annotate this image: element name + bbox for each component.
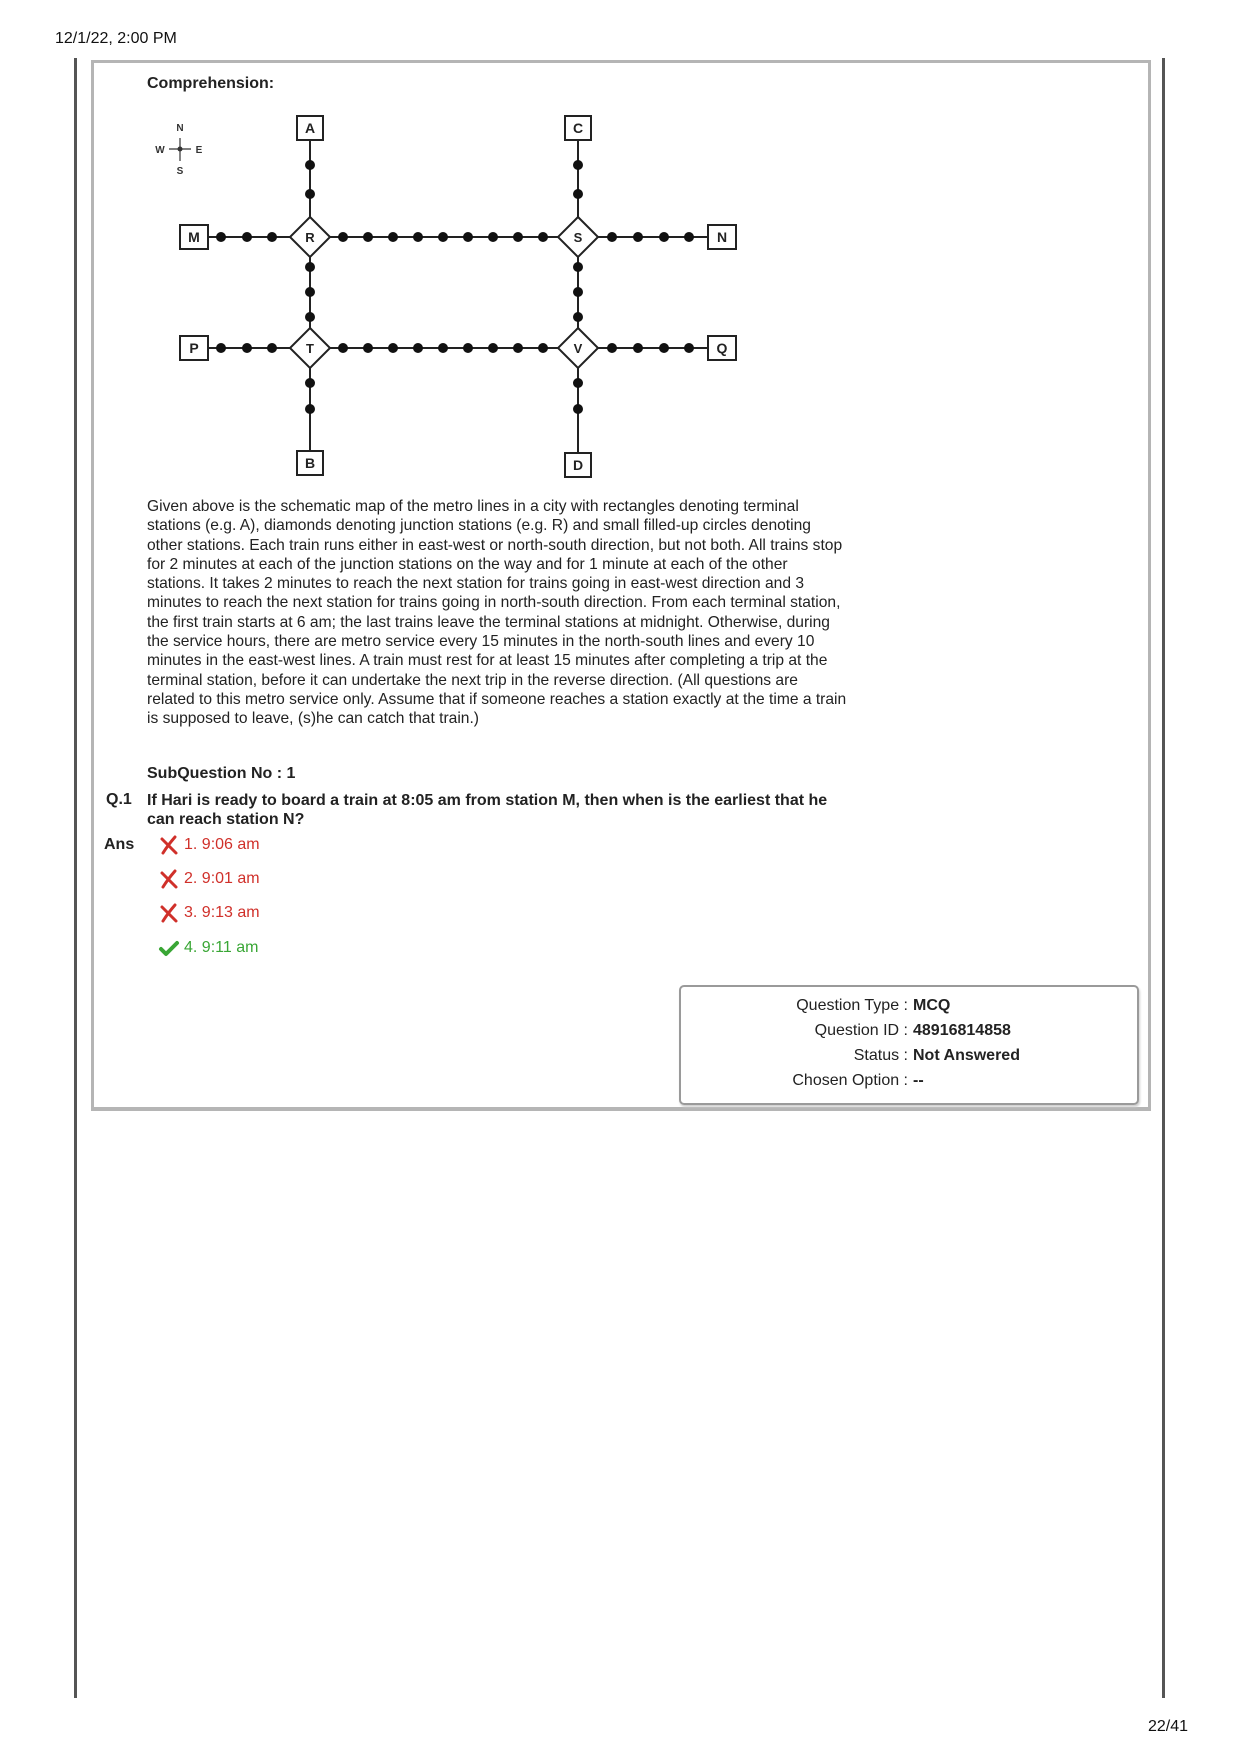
station-dot — [633, 232, 643, 242]
label-r: R — [305, 230, 315, 245]
option-text: 1. 9:06 am — [184, 836, 260, 853]
subquestion-heading: SubQuestion No : 1 — [147, 765, 296, 782]
label-c: C — [572, 120, 584, 136]
question-info-box — [679, 985, 1139, 1105]
left-margin-line — [74, 58, 77, 1698]
info-label: Question ID : — [814, 1022, 908, 1039]
option-1 — [158, 834, 260, 856]
station-dot — [305, 378, 315, 388]
station-dot — [538, 343, 548, 353]
station-dot — [216, 232, 226, 242]
compass-s-label: S — [176, 166, 184, 177]
label-b: B — [304, 455, 316, 471]
station-dot — [438, 232, 448, 242]
station-dot — [242, 232, 252, 242]
station-dot — [363, 343, 373, 353]
print-datetime: 12/1/22, 2:00 PM — [55, 30, 177, 47]
station-dot — [463, 343, 473, 353]
cross-icon — [158, 902, 180, 924]
right-margin-line — [1162, 58, 1165, 1698]
station-dot — [573, 287, 583, 297]
station-dot — [633, 343, 643, 353]
station-dot — [388, 232, 398, 242]
info-label: Question Type : — [796, 997, 908, 1014]
checkmark-icon — [158, 937, 180, 959]
compass-icon — [155, 123, 202, 177]
station-dot — [513, 343, 523, 353]
page-number: 22/41 — [1147, 1718, 1188, 1735]
station-dot — [413, 343, 423, 353]
station-dot — [607, 232, 617, 242]
question-text: If Hari is ready to board a train at 8:05 am from station M, then when is the earliest that he can reach station N? — [147, 792, 828, 828]
option-text: 3. 9:13 am — [184, 904, 260, 921]
station-dot — [216, 343, 226, 353]
info-label: Status : — [853, 1047, 908, 1064]
station-dot — [363, 232, 373, 242]
label-p: P — [189, 340, 199, 356]
label-d: D — [572, 457, 584, 473]
info-value: -- — [913, 1072, 924, 1089]
station-dot — [573, 312, 583, 322]
station-dot — [573, 378, 583, 388]
answer-label: Ans — [104, 836, 135, 853]
info-label: Chosen Option : — [792, 1072, 908, 1089]
label-n: N — [716, 229, 728, 245]
station-dot — [305, 312, 315, 322]
station-dot — [684, 232, 694, 242]
station-dot — [607, 343, 617, 353]
label-t: T — [306, 341, 314, 356]
station-dot — [338, 343, 348, 353]
station-dot — [573, 404, 583, 414]
station-dot — [463, 232, 473, 242]
comprehension-heading: Comprehension: — [147, 75, 275, 92]
station-dot — [438, 343, 448, 353]
cross-icon — [158, 834, 180, 856]
station-dot — [488, 232, 498, 242]
station-dot — [513, 232, 523, 242]
info-value: Not Answered — [913, 1047, 1020, 1064]
station-dot — [659, 232, 669, 242]
option-text: 2. 9:01 am — [184, 870, 260, 887]
station-dot — [684, 343, 694, 353]
station-dot — [305, 189, 315, 199]
station-dot — [488, 343, 498, 353]
metro-map — [138, 103, 778, 483]
comprehension-passage: Given above is the schematic map of the metro lines in a city with rectangles denoting terminal stations (e.g. A), diamonds denoting junction stations (e.g. R) and small filled-up circles denoting other stations. Each train runs either in east-west or north-south direction, but not both. All trains stop for 2 minutes at each of the junction stations on the way and for 1 minute at each of the other stations. It takes 2 minutes to reach the next station for trains going in east-west direction and 3 minutes to reach the next station for trains going in north-south direction. From each terminal station, the first train starts at 6 am; the last trains leave the terminal stations at midnight. Otherwise, during the service hours, there are metro service every 15 minutes in the north-south lines and every 10 minutes in the east-west lines. A train must rest for at least 15 minutes after completing a trip at the terminal station, before it can undertake the next trip in the reverse direction. (All questions are related to this metro service only. Assume that if someone reaches a station exactly at the time a train is supposed to leave, (s)he can catch that train.) — [147, 498, 847, 728]
station-dot — [305, 160, 315, 170]
label-a: A — [304, 120, 316, 136]
option-text: 4. 9:11 am — [184, 939, 259, 956]
option-2 — [158, 868, 260, 890]
station-dot — [659, 343, 669, 353]
info-value: 48916814858 — [913, 1022, 1011, 1039]
compass-e-label: E — [195, 145, 203, 156]
station-dot — [388, 343, 398, 353]
compass-n-label: N — [176, 123, 184, 134]
info-value: MCQ — [913, 997, 951, 1014]
question-number: Q.1 — [106, 791, 132, 808]
station-dot — [305, 404, 315, 414]
label-m: M — [188, 229, 200, 245]
cross-icon — [158, 868, 180, 890]
station-dot — [267, 343, 277, 353]
label-q: Q — [716, 340, 728, 356]
station-dot — [242, 343, 252, 353]
question-panel — [91, 60, 1151, 1111]
label-v: V — [573, 341, 583, 356]
station-dot — [538, 232, 548, 242]
station-dot — [573, 189, 583, 199]
station-dot — [338, 232, 348, 242]
station-dot — [267, 232, 277, 242]
option-4 — [158, 937, 258, 959]
station-dot — [573, 160, 583, 170]
station-dot — [305, 287, 315, 297]
label-s: S — [573, 230, 583, 245]
compass-w-label: W — [155, 145, 165, 156]
option-3 — [158, 902, 260, 924]
station-dot — [305, 262, 315, 272]
station-dot — [573, 262, 583, 272]
station-dot — [413, 232, 423, 242]
